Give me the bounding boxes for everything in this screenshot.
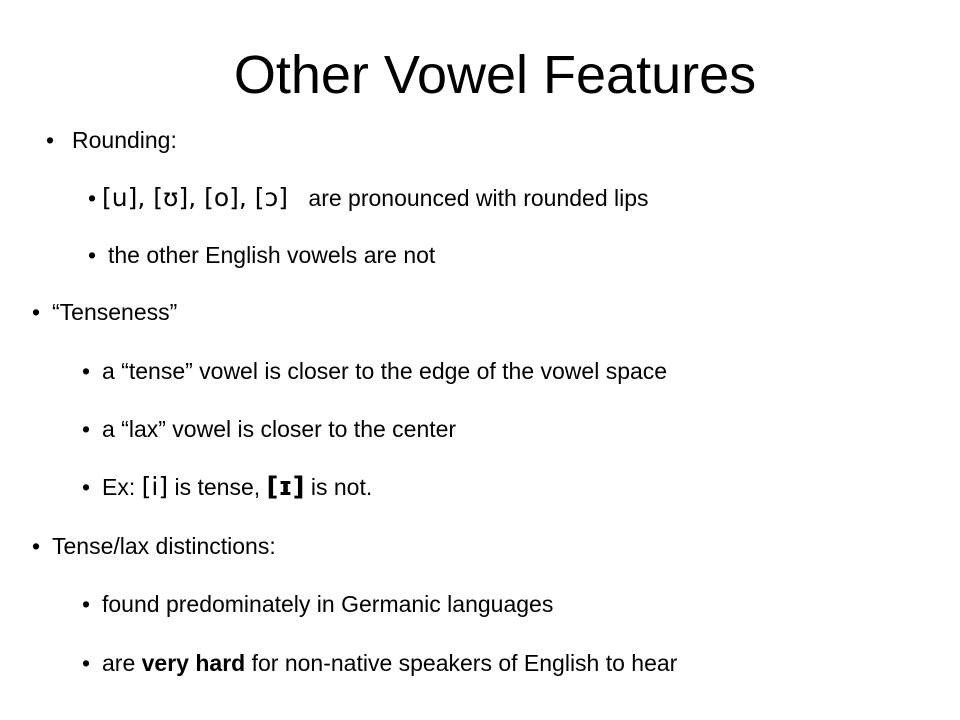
rounded-vowels-ipa: [u], [ʊ], [o], [ɔ] [102, 183, 289, 212]
distinctions-item-1 [82, 589, 553, 619]
bullet-icon: • [82, 474, 91, 500]
tenseness-heading: “Tenseness” [52, 299, 178, 325]
tenseness-item-1 [82, 356, 667, 386]
bullet-icon: • [82, 591, 91, 617]
bullet-icon: • [32, 533, 41, 559]
emphasis-text: very hard [141, 650, 246, 676]
rounding-heading: Rounding: [72, 127, 177, 153]
rounding-item-2-text: the other English vowels are not [108, 242, 436, 268]
example-suffix: is not. [310, 474, 373, 500]
bullet-icon: • [82, 358, 91, 384]
tense-vowel-ipa: [i] [141, 472, 169, 501]
rounding-item-2 [88, 240, 435, 270]
bullet-distinctions [32, 531, 276, 561]
distinctions-item-2 [82, 648, 677, 678]
example-prefix: Ex: [102, 474, 136, 500]
tenseness-item-2 [82, 414, 456, 444]
bullet-icon: • [82, 650, 91, 676]
tenseness-item-3 [82, 472, 372, 502]
tenseness-item-1-text: a “tense” vowel is closer to the edge of the vowel space [102, 358, 668, 384]
bullet-icon: • [82, 416, 91, 442]
bullet-rounding [46, 125, 177, 155]
rounding-item-1-text: are pronounced with rounded lips [308, 185, 649, 211]
rounding-item-1 [88, 183, 649, 213]
lax-vowel-ipa: [ɪ] [266, 472, 305, 502]
bullet-tenseness [32, 297, 177, 327]
distinctions-heading: Tense/lax distinctions: [52, 533, 276, 559]
distinctions-item-2-after: for non-native speakers of English to hear [251, 650, 678, 676]
distinctions-item-2-before: are [102, 650, 136, 676]
bullet-icon: • [32, 299, 41, 325]
tenseness-item-2-text: a “lax” vowel is closer to the center [102, 416, 457, 442]
bullet-icon: • [88, 185, 97, 211]
distinctions-item-1-text: found predominately in Germanic languages [102, 591, 554, 617]
example-middle: is tense, [174, 474, 261, 500]
bullet-icon: • [88, 242, 97, 268]
bullet-icon: • [46, 127, 55, 153]
slide-title: Other Vowel Features [233, 45, 757, 105]
